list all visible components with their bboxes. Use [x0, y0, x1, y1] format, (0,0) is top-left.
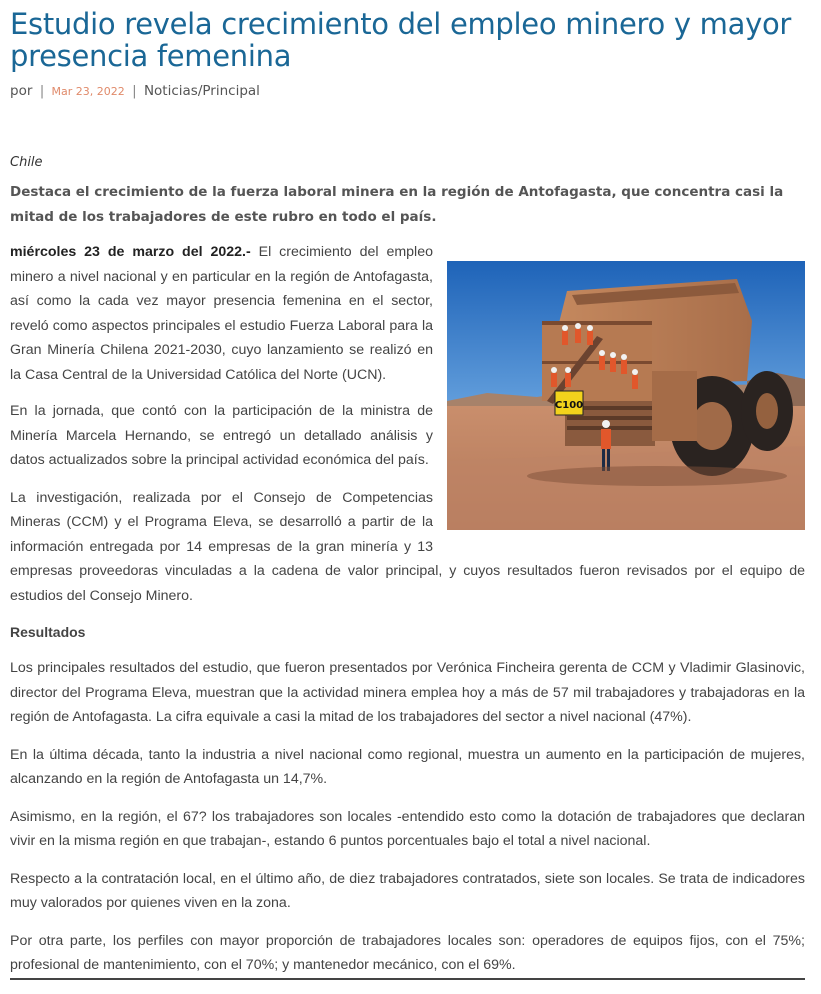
paragraph: Asimismo, en la región, el 67? los trabajadores son locales -entendido esto como la dotación de trabajadores que declaran vivir en la misma región en que trabajan-, estando 6 puntos porcentuales bajo el total a nivel nacional. — [10, 808, 805, 849]
article-body — [10, 240, 805, 991]
mining-truck-illustration — [447, 261, 805, 530]
truck-id-label: C100 — [554, 400, 584, 411]
article-lead: Destaca el crecimiento de la fuerza laboral minera en la región de Antofagasta, que concentra casi la mitad de los trabajadores de este rubro en todo el país. — [10, 184, 784, 225]
publish-date: Mar 23, 2022 — [51, 85, 125, 98]
section-heading: Resultados — [10, 624, 86, 640]
article-meta — [10, 83, 260, 99]
paragraph: Los principales resultados del estudio, que fueron presentados por Verónica Fincheira gerenta de CCM y Vladimir Glasinovic, director del Programa Eleva, muestran que la actividad minera emplea hoy a más de 57 mil trabajadores y trabajadoras en la región de Antofagasta. La cifra equivale a casi la mitad de los trabajadores del sector a nivel nacional (47%). — [10, 660, 805, 725]
article-title: Estudio revela crecimiento del empleo minero y mayor presencia femenina — [10, 7, 792, 73]
paragraph: En la última década, tanto la industria a nivel nacional como regional, muestra un aumento en la participación de mujeres, alcanzando en la región de Antofagasta un 14,7%. — [10, 746, 805, 787]
paragraph: En la jornada, que contó con la participación de la ministra de Minería Marcela Hernando, se entregó un detallado análisis y datos actualizados sobre la principal actividad económica del país. — [10, 403, 433, 468]
paragraph: La investigación, realizada por el Consejo de Competencias Mineras (CCM) y el Programa Eleva, se desarrolló a partir de la información entregada por 14 empresas de la gran minería y 13 empresas proveedoras vinculadas a la cadena de valor principal, y cuyos resultados fueron revisados por el equipo de estudios del Consejo Minero. — [10, 489, 805, 604]
paragraph-text: El crecimiento del empleo minero a nivel nacional y en particular en la región de Antofagasta, así como la cada vez mayor presencia femenina en el sector, reveló como aspectos principales el estudio Fuerza Laboral para la Gran Minería Chilena 2021-2030, cuyo lanzamiento se realizó en la Casa Central de la Universidad Católica del Norte (UCN). — [10, 244, 433, 383]
author-label: por — [10, 83, 33, 99]
category-link[interactable]: Noticias/Principal — [143, 83, 260, 99]
meta-separator: | — [39, 83, 45, 99]
paragraph: Respecto a la contratación local, en el último año, de diez trabajadores contratados, siete son locales. Se trata de indicadores muy valorados por quienes viven en la zona. — [10, 870, 805, 911]
bottom-divider — [10, 978, 805, 980]
mining-truck-photo — [447, 261, 805, 530]
dateline: miércoles 23 de marzo del 2022.- — [10, 244, 251, 260]
meta-separator: | — [132, 83, 137, 99]
country-label: Chile — [10, 155, 43, 170]
paragraph: Por otra parte, los perfiles con mayor proporción de trabajadores locales son: operadores de equipos fijos, con el 75%; profesional de mantenimiento, con el 70%; y mantenedor mecánico, con el 69%. — [10, 932, 805, 973]
